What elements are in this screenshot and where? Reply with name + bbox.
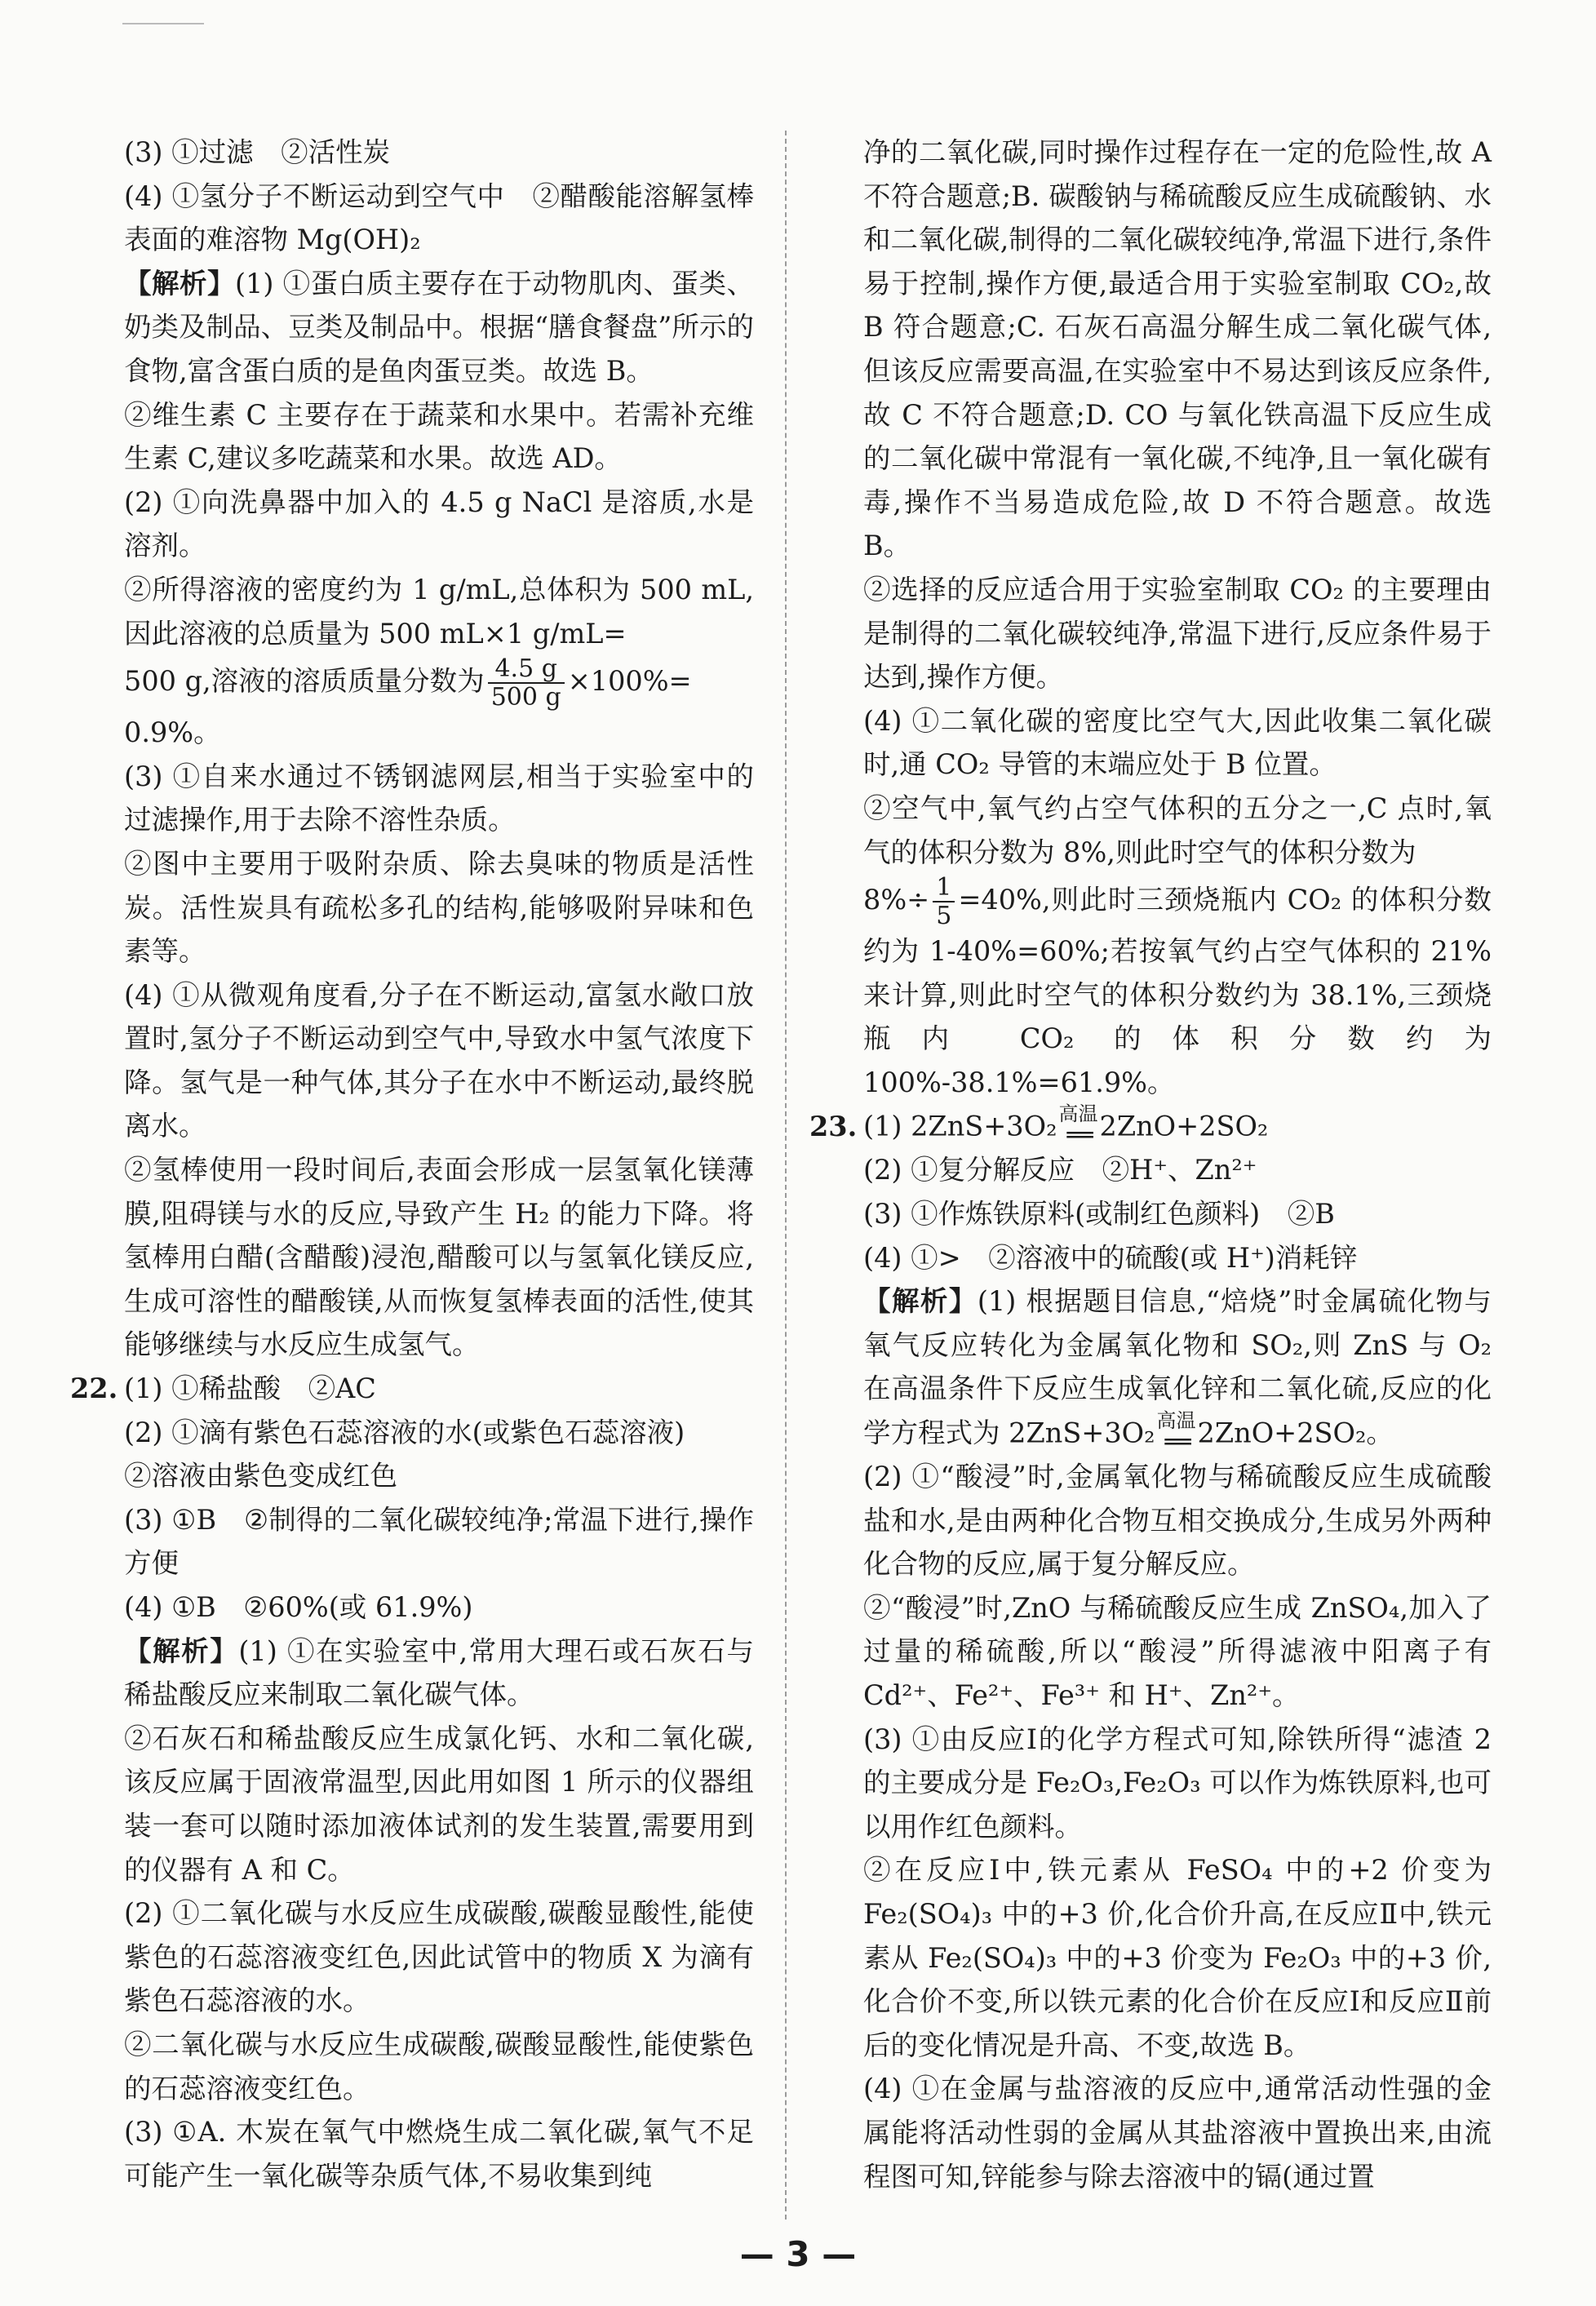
analysis-21-1: 【解析】(1) ①蛋白质主要存在于动物肌肉、蛋类、奶类及制品、豆类及制品中。根据“膳食餐盘”所示的食物,富含蛋白质的是鱼肉蛋豆类。故选 B。	[124, 267, 754, 387]
analysis-23-3b: ②在反应Ⅰ中,铁元素从 FeSO₄ 中的+2 价变为 Fe₂(SO₄)₃ 中的+3 价,化合价升高,在反应Ⅱ中,铁元素从 Fe₂(SO₄)₃ 中的+3 价变为 Fe₂O₃ 中的+3 价,化合价不变,所以铁元素的化合价在反应Ⅰ和反应Ⅱ前后的变化情况是升高、不变,故选 B。	[863, 1854, 1492, 2061]
analysis-23-2: (2) ①“酸浸”时,金属氧化物与稀硫酸反应生成硫酸盐和水,是由两种化合物互相交换成分,生成另外两种化合物的反应,属于复分解反应。	[863, 1461, 1492, 1581]
column-divider	[785, 131, 787, 2220]
analysis-22-1b: ②石灰石和稀盐酸反应生成氯化钙、水和二氧化碳,该反应属于固液常温型,因此用如图 1 所示的仪器组装一套可以随时添加液体试剂的发生装置,需要用到的仪器有 A 和 C。	[124, 1722, 754, 1886]
analysis-22-4: (4) ①二氧化碳的密度比空气大,因此收集二氧化碳时,通 CO₂ 导管的末端应处于 B 位置。	[863, 704, 1492, 781]
analysis-23-3: (3) ①由反应Ⅰ的化学方程式可知,除铁所得“滤渣 2 的主要成分是 Fe₂O₃,Fe₂O₃ 可以作为炼铁原料,也可以用作红色颜料。	[863, 1723, 1492, 1843]
analysis-21-2: (2) ①向洗鼻器中加入的 4.5 g NaCl 是溶质,水是溶剂。	[124, 486, 754, 562]
top-rule	[122, 23, 204, 24]
reaction-condition: 高温 ══	[1156, 1409, 1196, 1457]
answer-22-2: (2) ①滴有紫色石蕊溶液的水(或紫色石蕊溶液)	[124, 1416, 685, 1448]
analysis-23-1: 【解析】(1) 根据题目信息,“焙烧”时金属硫化物与氧气反应转化为金属氧化物和 SO₂,则 ZnS 与 O₂ 在高温条件下反应生成氧化锌和二氧化硫,反应的化学方程式为 2ZnS+3O₂ 高温 ══ 2ZnO+2SO₂。	[863, 1285, 1492, 1457]
page-number: — 3 —	[739, 2234, 857, 2274]
analysis-22-3b: ②选择的反应适合用于实验室制取 CO₂ 的主要理由是制得的二氧化碳较纯净,常温下进行,反应条件易于达到,操作方便。	[863, 573, 1492, 694]
answer-22-1: 22. (1) ①稀盐酸 ②AC	[124, 1367, 754, 1411]
analysis-21-3b: ②图中主要用于吸附杂质、除去臭味的物质是活性炭。活性炭具有疏松多孔的结构,能够吸附异味和色素等。	[124, 847, 754, 968]
analysis-22-4b: ②空气中,氧气约占空气体积的五分之一,C 点时,氧气的体积分数为 8%,则此时空气的体积分数为 8%÷ $\frac{1}{5}$ =40%,则此时三颈烧瓶内 CO₂ 的体积分数约为 1-40%=60%;若按氧气约占空气体积的 21%来计算,则此时空气的体积分数约为 38.1%,三颈烧瓶内 CO₂ 的体积分数约为 100%-38.1%=61.9%。	[863, 792, 1492, 1098]
analysis-22-2: (2) ①二氧化碳与水反应生成碳酸,碳酸显酸性,能使紫色的石蕊溶液变红色,因此试管中的物质 X 为滴有紫色石蕊溶液的水。	[124, 1897, 754, 2017]
answer-23-2: (2) ①复分解反应 ②H⁺、Zn²⁺	[863, 1154, 1257, 1186]
reaction-condition: 高温 ══	[1058, 1102, 1098, 1151]
analysis-23-2b: ②“酸浸”时,ZnO 与稀硫酸反应生成 ZnSO₄,加入了过量的稀硫酸,所以“酸浸”所得滤液中阳离子有 Cd²⁺、Fe²⁺、Fe³⁺ 和 H⁺、Zn²⁺。	[863, 1591, 1492, 1711]
right-column	[809, 131, 1492, 2198]
answer-21-4: (4) ①氢分子不断运动到空气中 ②醋酸能溶解氢棒表面的难溶物 Mg(OH)₂	[124, 180, 754, 256]
answer-23-3: (3) ①作炼铁原料(或制红色颜料) ②B	[863, 1198, 1335, 1231]
analysis-22-1: 【解析】(1) ①在实验室中,常用大理石或石灰石与稀盐酸反应来制取二氧化碳气体。	[124, 1634, 755, 1711]
analysis-21-4b: ②氢棒使用一段时间后,表面会形成一层氢氧化镁薄膜,阻碍镁与水的反应,导致产生 H₂ 的能力下降。将氢棒用白醋(含醋酸)浸泡,醋酸可以与氢氧化镁反应,生成可溶性的醋酸镁,从而恢复氢棒表面的活性,使其能够继续与水反应生成氢气。	[124, 1154, 754, 1361]
fraction: $\frac{1}{5}$	[933, 874, 955, 929]
analysis-label: 【解析】	[124, 267, 235, 299]
analysis-21-3: (3) ①自来水通过不锈钢滤网层,相当于实验室中的过滤操作,用于去除不溶性杂质。	[124, 760, 754, 836]
answer-22-3: (3) ①B ②制得的二氧化碳较纯净;常温下进行,操作方便	[124, 1503, 754, 1580]
analysis-21-1b: ②维生素 C 主要存在于蔬菜和水果中。若需补充维生素 C,建议多吃蔬菜和水果。故选 AD。	[124, 398, 754, 475]
analysis-22-3-cont: 净的二氧化碳,同时操作过程存在一定的危险性,故 A 不符合题意;B. 碳酸钠与稀硫酸反应生成硫酸钠、水和二氧化碳,制得的二氧化碳较纯净,常温下进行,条件易于控制,操作方便,最适合用于实验室制取 CO₂,故 B 符合题意;C. 石灰石高温分解生成二氧化碳气体,但该反应需要高温,在实验室中不易达到该反应条件,故 C 不符合题意;D. CO 与氧化铁高温下反应生成的二氧化碳中常混有一氧化碳,不纯净,且一氧化碳有毒,操作不当易造成危险,故 D 不符合题意。故选 B。	[863, 136, 1492, 562]
analysis-21-2b: ②所得溶液的密度约为 1 g/mL,总体积为 500 mL,因此溶液的总质量为 500 mL×1 g/mL= 500 g,溶液的溶质质量分数为 $\frac{4.5 g}{500 g}$ ×100%= 0.9%。	[124, 573, 754, 749]
analysis-21-4: (4) ①从微观角度看,分子在不断运动,富氢水敞口放置时,氢分子不断运动到空气中,导致水中氢气浓度下降。氢气是一种气体,其分子在水中不断运动,最终脱离水。	[124, 978, 754, 1142]
answer-23-1: 23. (1) 2ZnS+3O₂ 高温 ══ 2ZnO+2SO₂	[809, 1102, 1269, 1151]
analysis-23-4: (4) ①在金属与盐溶液的反应中,通常活动性强的金属能将活动性弱的金属从其盐溶液中置换出来,由流程图可知,锌能参与除去溶液中的镉(通过置	[863, 2073, 1492, 2193]
fraction: $\frac{4.5 g}{500 g}$	[488, 655, 565, 711]
analysis-22-2b: ②二氧化碳与水反应生成碳酸,碳酸显酸性,能使紫色的石蕊溶液变红色。	[124, 2028, 754, 2104]
left-column	[70, 131, 755, 2197]
answer-21-3: (3) ①过滤 ②活性炭	[124, 136, 391, 168]
analysis-22-3: (3) ①A. 木炭在氧气中燃烧生成二氧化碳,氧气不足可能产生一氧化碳等杂质气体,不易收集到纯	[124, 2116, 754, 2192]
answer-22-2b: ②溶液由紫色变成红色	[124, 1460, 397, 1492]
answer-23-4: (4) ①> ②溶液中的硫酸(或 H⁺)消耗锌	[863, 1241, 1358, 1274]
question-number-22: 22.	[70, 1373, 118, 1405]
question-number-23: 23.	[809, 1110, 858, 1142]
answer-22-4: (4) ①B ②60%(或 61.9%)	[124, 1591, 473, 1623]
